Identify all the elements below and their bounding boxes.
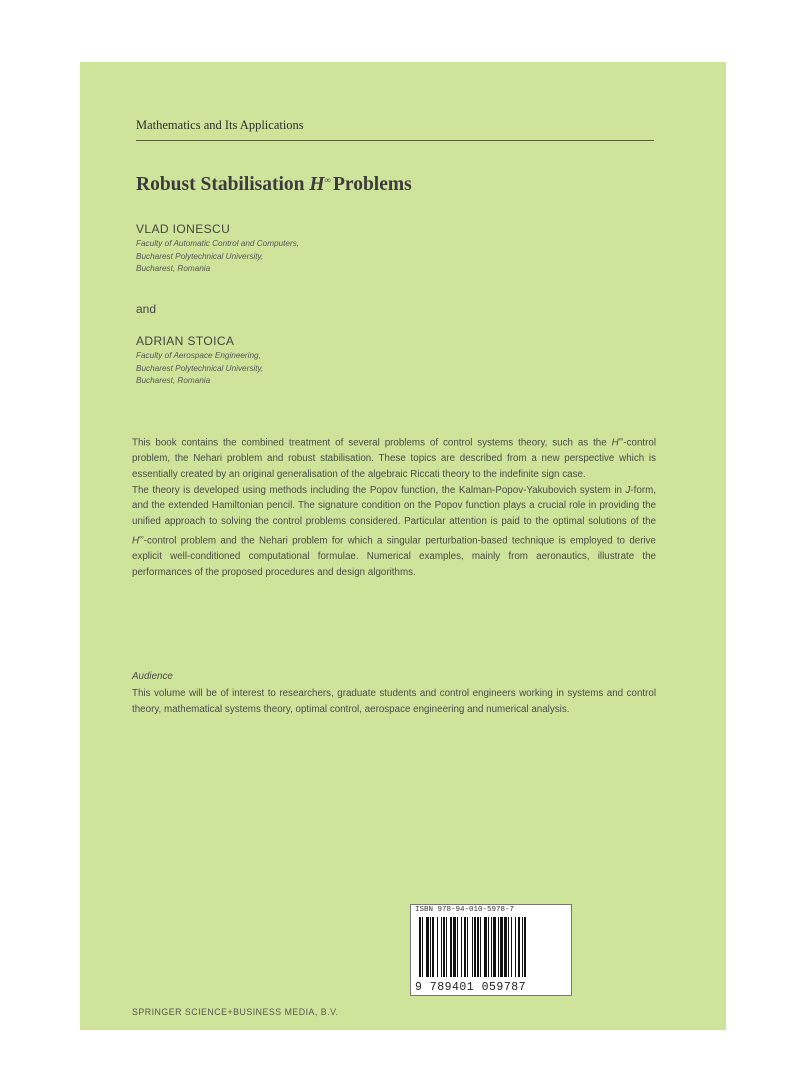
header-rule (136, 140, 654, 141)
book-back-cover (80, 62, 726, 1030)
abstract-paragraph-2: The theory is developed using methods including the Popov function, the Kalman-Popov-Yakubovich system in J-form, and the extended Hamiltonian pencil. The signature condition on the Popov function plays a crucial role in providing the unified approach to solving the control problems considered. Particular attention is paid to the optimal solutions of the H∞-control problem and the Nehari problem for which a singular perturbation-based technique is employed to derive explicit well-conditioned computational formulae. Numerical examples, mainly from aeronautics, illustrate the performances of the proposed procedures and design algorithms. (132, 484, 656, 578)
isbn-barcode (410, 904, 572, 996)
title-infinity: ∞ (324, 174, 331, 185)
ean-number: 9 789401 059787 (415, 981, 527, 994)
title-end: Problems (332, 174, 412, 195)
abstract-paragraph-1: This book contains the combined treatment of several problems of control systems theory, such as the H∞-control problem, the Nehari problem and robust stabilisation. These topics are described from a new perspective which is essentially created by an original generalisation of the algebraic Riccati theory to the indefinite sign case. (132, 436, 656, 480)
author-1-affiliation (136, 238, 299, 276)
audience-text: This volume will be of interest to researchers, graduate students and control engineers working in systems and control theory, mathematical systems theory, optimal control, aerospace engineering and numerical analysis. (132, 688, 656, 715)
publisher: SPRINGER SCIENCE+BUSINESS MEDIA, B.V. (132, 1007, 339, 1017)
abstract (132, 432, 656, 581)
title-main: Robust Stabilisation (136, 174, 310, 195)
author-2-name: ADRIAN STOICA (136, 334, 235, 348)
affil-line: Faculty of Automatic Control and Computers, (136, 239, 300, 248)
affil-line: Bucharest, Romania (136, 376, 211, 385)
affil-line: Bucharest Polytechnical University, (136, 363, 264, 373)
audience-heading: Audience (132, 671, 173, 682)
book-title (136, 174, 412, 196)
affil-line: Bucharest, Romania (136, 264, 211, 273)
affil-line: Faculty of Aerospace Engineering, (136, 351, 261, 360)
series-title: Mathematics and Its Applications (136, 118, 304, 132)
affil-line: Bucharest Polytechnical University, (136, 251, 264, 261)
and-text: and (136, 302, 157, 316)
title-h: H (309, 174, 325, 195)
barcode-bars (419, 917, 563, 977)
author-1-name: VLAD IONESCU (136, 222, 231, 236)
author-2-affiliation (136, 350, 263, 388)
isbn-label: ISBN 978-94-010-5978-7 (415, 906, 515, 914)
barcode-bar (526, 917, 527, 977)
